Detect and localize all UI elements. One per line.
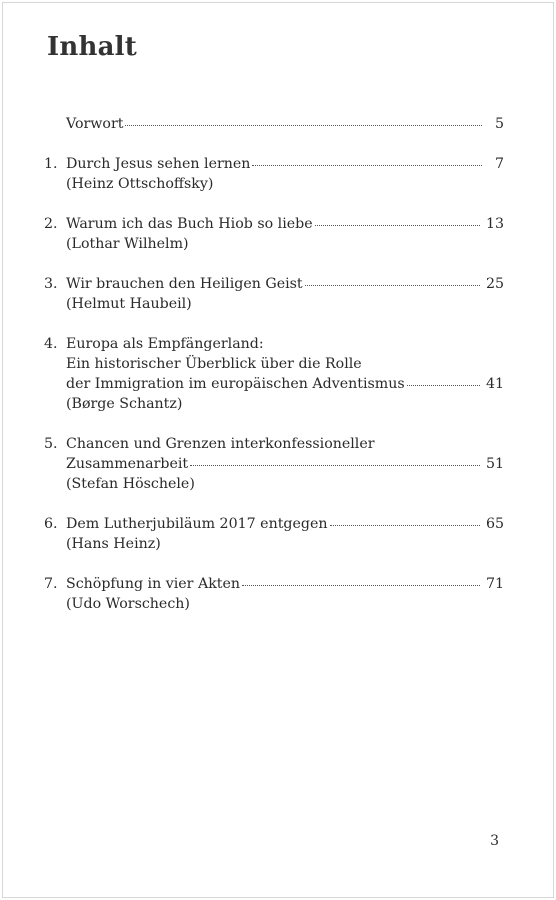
toc-entry-4[interactable] <box>44 334 504 414</box>
entry-title: Durch Jesus sehen lernen <box>66 156 251 172</box>
entry-title: Warum ich das Buch Hiob so liebe <box>66 216 313 232</box>
entry-title: Wir brauchen den Heiligen Geist <box>66 276 303 292</box>
entry-title-continued: Ein historischer Überblick über die Rolle <box>66 356 362 372</box>
entry-page-number: 5 <box>494 116 504 132</box>
entry-page-number: 25 <box>485 276 504 292</box>
toc-entry-1[interactable] <box>44 154 504 194</box>
dot-leader <box>330 525 480 526</box>
entry-author: (Lothar Wilhelm) <box>66 236 189 252</box>
entry-title: Chancen und Grenzen interkonfessioneller <box>66 436 375 452</box>
entry-title-continued: der Immigration im europäischen Adventismus <box>66 376 405 392</box>
entry-page-number: 71 <box>485 576 504 592</box>
table-of-contents <box>44 114 504 614</box>
page-title: Inhalt <box>47 32 137 62</box>
entry-number: 4. <box>44 336 58 352</box>
entry-page-number: 41 <box>485 376 504 392</box>
entry-author: (Heinz Ottschoffsky) <box>66 176 214 192</box>
dot-leader <box>190 465 480 466</box>
entry-page-number: 65 <box>485 516 504 532</box>
dot-leader <box>242 585 480 586</box>
dot-leader <box>315 225 480 226</box>
toc-entry-vorwort[interactable] <box>44 114 504 134</box>
entry-title: Dem Lutherjubiläum 2017 entgegen <box>66 516 328 532</box>
entry-number: 7. <box>44 576 58 592</box>
toc-entry-6[interactable] <box>44 514 504 554</box>
entry-title: Vorwort <box>66 116 124 132</box>
toc-entry-2[interactable] <box>44 214 504 254</box>
dot-leader <box>407 385 480 386</box>
entry-author: (Udo Worschech) <box>66 596 190 612</box>
dot-leader <box>125 125 482 126</box>
toc-entry-7[interactable] <box>44 574 504 614</box>
entry-title: Schöpfung in vier Akten <box>66 576 241 592</box>
entry-number: 2. <box>44 216 58 232</box>
entry-title: Europa als Empfängerland: <box>66 336 264 352</box>
page-folio-number: 3 <box>490 833 499 849</box>
dot-leader <box>305 285 480 286</box>
toc-entry-3[interactable] <box>44 274 504 314</box>
dot-leader <box>252 165 482 166</box>
entry-author: (Helmut Haubeil) <box>66 296 192 312</box>
entry-author: (Børge Schantz) <box>66 396 183 412</box>
entry-author: (Hans Heinz) <box>66 536 161 552</box>
entry-number: 6. <box>44 516 58 532</box>
entry-page-number: 51 <box>485 456 504 472</box>
entry-number: 1. <box>44 156 58 172</box>
entry-number: 3. <box>44 276 58 292</box>
entry-page-number: 7 <box>494 156 504 172</box>
entry-title-continued: Zusammenarbeit <box>66 456 189 472</box>
toc-entry-5[interactable] <box>44 434 504 494</box>
entry-number: 5. <box>44 436 58 452</box>
entry-page-number: 13 <box>485 216 504 232</box>
entry-author: (Stefan Höschele) <box>66 476 195 492</box>
